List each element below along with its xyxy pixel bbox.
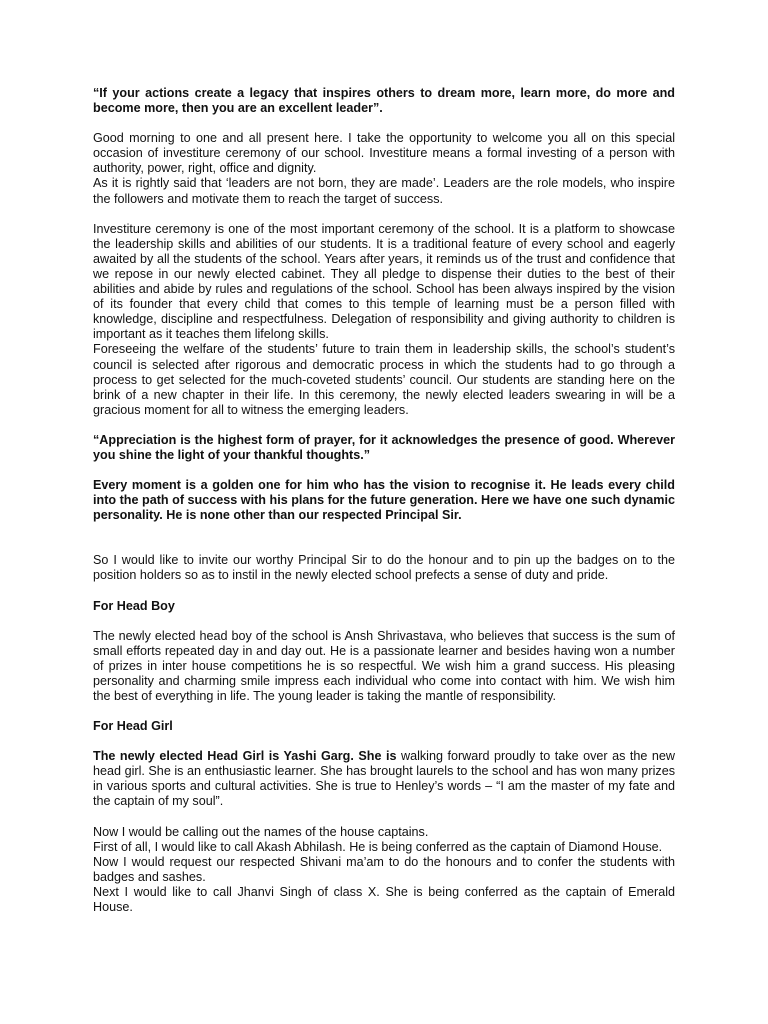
- spacer: [93, 207, 675, 222]
- captains-intro: Now I would be calling out the names of the house captains.: [93, 824, 429, 839]
- head-girl-paragraph: [93, 749, 675, 809]
- head-girl-lead: The newly elected Head Girl is Yashi Garg. She is: [93, 749, 397, 764]
- spacer: [93, 704, 675, 719]
- head-boy-heading: For Head Boy: [93, 598, 175, 613]
- appreciation-quote: “Appreciation is the highest form of prayer, for it acknowledges the presence of good. Wherever you shine the light of your thankful thoughts.”: [93, 432, 675, 462]
- invite-paragraph: So I would like to invite our worthy Principal Sir to do the honour and to pin up the badges on to the position holders so as to instil in the newly elected school prefects a sense of duty and pride.: [93, 553, 675, 583]
- investiture-paragraph: Investiture ceremony is one of the most important ceremony of the school. It is a platform to showcase the leadership skills and abilities of our students. It is a traditional feature of every school and eagerly awaited by all the students of the school. Years after years, it reminds us of the trust and confidence that we repose in our newly elected cabinet. They all pledge to dispense their duties to the best of their abilities and abide by rules and regulations of the school. School has been always inspired by the vision of its founder that every child that comes to this temple of learning must be a person filled with knowledge, discipline and respectfulness. Delegation of responsibility and giving authority to children is important as it teaches them lifelong skills.: [93, 221, 675, 342]
- spacer: [93, 116, 675, 131]
- welfare-paragraph: Foreseeing the welfare of the students’ future to train them in leadership skills, the school’s student’s council is selected after rigorous and democratic process in which the students had to go through a process to get selected for the much-coveted students’ council. Our students are standing here on the brink of a new chapter in their life. In this ceremony, the newly elected leaders swearing in will be a gracious moment for all to witness the emerging leaders.: [93, 342, 675, 417]
- spacer: [93, 614, 675, 629]
- spacer: [93, 810, 675, 825]
- spacer: [93, 463, 675, 478]
- head-girl-heading: For Head Girl: [93, 719, 173, 734]
- head-girl-body: walking forward proudly to take over as the new head girl. She is an enthusiastic learner. She has brought laurels to the school and has won many prizes in various sports and cultural activities. She is true to Henley’s words – “I am the master of my fate and the captain of my soul”.: [93, 749, 675, 809]
- captain-emerald: Next I would like to call Jhanvi Singh of class X. She is being conferred as the captain of Emerald House.: [93, 884, 675, 915]
- spacer: [93, 418, 675, 433]
- captain-diamond: First of all, I would like to call Akash Abhilash. He is being conferred as the captain of Diamond House.: [93, 839, 663, 854]
- spacer: [93, 584, 675, 599]
- principal-intro: Every moment is a golden one for him who has the vision to recognise it. He leads every child into the path of success with his plans for the future generation. Here we have one such dynamic personality. He is none other than our respected Principal Sir.: [93, 478, 675, 523]
- honours-request: Now I would request our respected Shivani ma’am to do the honours and to confer the students with badges and sashes.: [93, 854, 675, 884]
- leaders-paragraph: As it is rightly said that ‘leaders are not born, they are made’. Leaders are the role models, who inspire the followers and motivate them to reach the target of success.: [93, 176, 675, 206]
- head-boy-paragraph: The newly elected head boy of the school is Ansh Shrivastava, who believes that success is the sum of small efforts repeated day in and day out. He is a passionate learner and besides having won a number of prizes in inter house competitions he is so respectful. We wish him a grand success. His pleasing personality and charming smile impress each individual who come into contact with him. We wish him the best of everything in life. The young leader is taking the mantle of responsibility.: [93, 628, 675, 703]
- opening-quote: “If your actions create a legacy that inspires others to dream more, learn more, do more and become more, then you are an excellent leader”.: [93, 86, 675, 116]
- intro-paragraph: Good morning to one and all present here. I take the opportunity to welcome you all on this special occasion of investiture ceremony of our school. Investiture means a formal investing of a person with authority, power, right, office and dignity.: [93, 131, 675, 176]
- spacer: [93, 734, 675, 749]
- spacer: [93, 523, 675, 553]
- document-page: [93, 86, 675, 915]
